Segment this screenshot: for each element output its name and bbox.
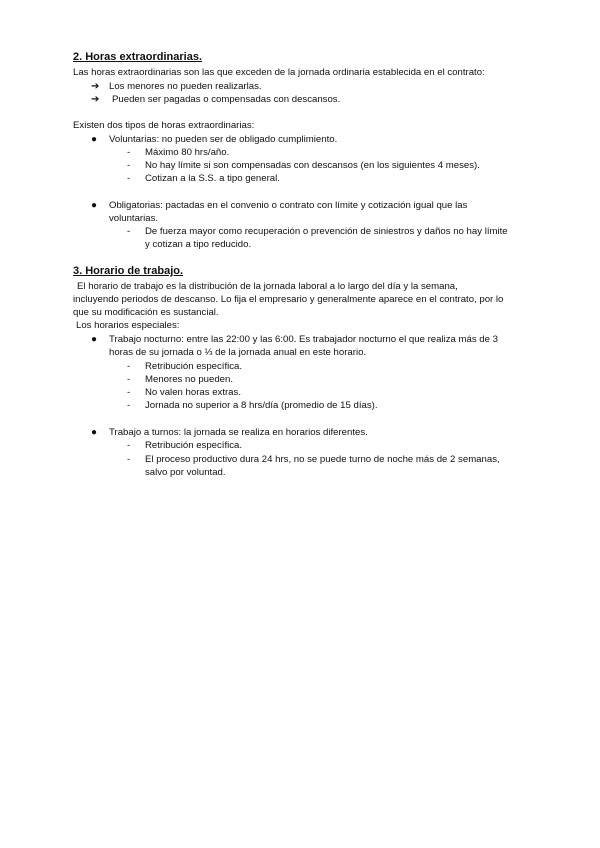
dash-icon: - [127, 361, 131, 372]
list-item: Retribución específica. [145, 361, 243, 372]
dash-icon: - [127, 173, 131, 184]
obligatorias-label-line1: Obligatorias: pactadas en el convenio o contrato con límite y cotización igual que las [109, 200, 468, 211]
dash-icon: - [127, 387, 131, 398]
list-item: Máximo 80 hrs/año. [145, 147, 230, 158]
section-3-para-line1: El horario de trabajo es la distribución de la jornada laboral a lo largo del día y la semana, [77, 281, 458, 292]
bullet-icon: ● [91, 334, 98, 345]
dash-icon: - [127, 160, 131, 171]
obligatorias-label-line2: voluntarias. [109, 213, 159, 224]
voluntarias-label: Voluntarias: no pueden ser de obligado cumplimiento. [109, 134, 338, 145]
section-3-para-line2: incluyendo periodos de descanso. Lo fija el empresario y generalmente aparece en el contrato, por lo [73, 294, 504, 305]
arrow-item: Pueden ser pagadas o compensadas con descansos. [112, 94, 341, 105]
turnos-label: Trabajo a turnos: la jornada se realiza en horarios diferentes. [109, 427, 368, 438]
obligatorias-item-line2: y cotizan a tipo reducido. [145, 239, 252, 250]
turnos-item2-line1: El proceso productivo dura 24 hrs, no se puede turno de noche más de 2 semanas, [145, 454, 500, 465]
dash-icon: - [127, 400, 131, 411]
turnos-item2-line2: salvo por voluntad. [145, 467, 226, 478]
types-intro: Existen dos tipos de horas extraordinarias: [73, 120, 255, 131]
bullet-icon: ● [91, 134, 98, 145]
list-item: Retribución específica. [145, 440, 243, 451]
obligatorias-item-line1: De fuerza mayor como recuperación o prevención de siniestros y daños no hay límite [145, 226, 508, 237]
dash-icon: - [127, 440, 131, 451]
bullet-icon: ● [91, 427, 98, 438]
list-item: No hay límite si son compensadas con descansos (en los siguientes 4 meses). [145, 160, 480, 171]
arrow-icon: ➔ [91, 81, 100, 92]
arrow-icon: ➔ [91, 94, 100, 105]
section-2-intro: Las horas extraordinarias son las que exceden de la jornada ordinaria establecida en el contrato: [73, 67, 485, 78]
dash-icon: - [127, 147, 131, 158]
dash-icon: - [127, 454, 131, 465]
nocturno-label-line2: horas de su jornada o ⅓ de la jornada anual en este horario. [109, 347, 367, 358]
section-2-heading: 2. Horas extraordinarias. [73, 51, 203, 63]
nocturno-label-line1: Trabajo nocturno: entre las 22:00 y las 6:00. Es trabajador nocturno el que realiza más de 3 [109, 334, 498, 345]
especiales-label: Los horarios especiales: [76, 320, 180, 331]
section-3-para-line3: que su modificación es sustancial. [73, 307, 219, 318]
list-item: Cotizan a la S.S. a tipo general. [145, 173, 280, 184]
dash-icon: - [127, 226, 131, 237]
dash-icon: - [127, 374, 131, 385]
list-item: No valen horas extras. [145, 387, 241, 398]
list-item: Jornada no superior a 8 hrs/día (promedio de 15 días). [145, 400, 378, 411]
list-item: Menores no pueden. [145, 374, 234, 385]
arrow-item: Los menores no pueden realizarlas. [109, 81, 262, 92]
section-3-heading: 3. Horario de trabajo. [73, 265, 184, 277]
bullet-icon: ● [91, 200, 98, 211]
